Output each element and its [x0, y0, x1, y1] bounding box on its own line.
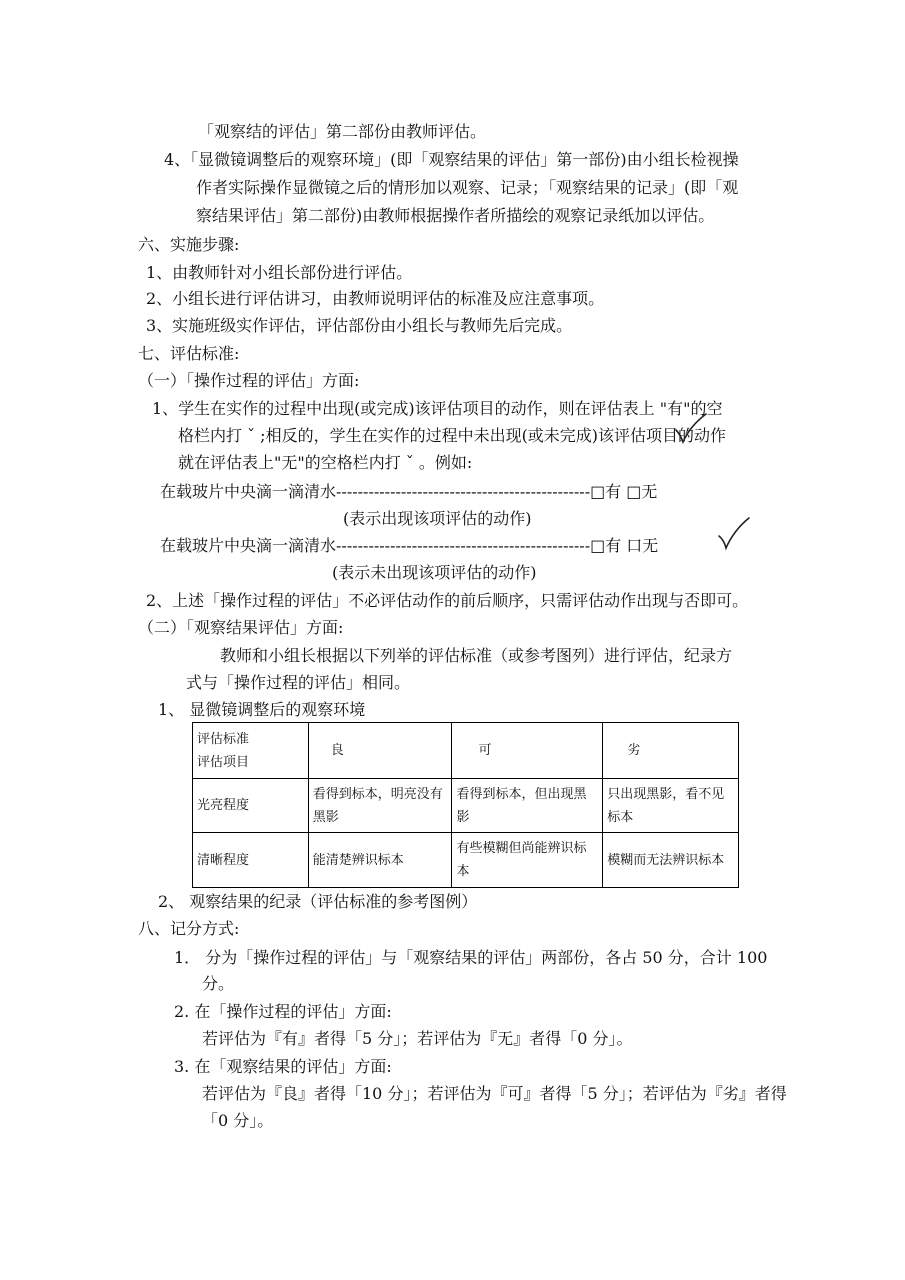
subsection-heading: （二）「观察结果评估」方面: [138, 618, 344, 637]
section-heading: 七、评估标准: [138, 344, 240, 363]
evaluation-table [192, 722, 739, 888]
text-line: 式与「操作过程的评估」相同。 [186, 673, 411, 692]
table-cell: 只出现黑影，看不见标本 [603, 779, 739, 833]
text-line: 3、实施班级实作评估，评估部份由小组长与教师先后完成。 [146, 316, 573, 335]
text-line: 察结果评估」第二部份)由教师根据操作者所描绘的观察记录纸加以评估。 [196, 206, 715, 225]
text-line: 2、上述「操作过程的评估」不必评估动作的前后顺序，只需评估动作出现与否即可。 [146, 591, 749, 610]
table-cell: 看得到标本，但出现黑影 [452, 779, 603, 833]
section-heading: 八、记分方式: [138, 919, 240, 938]
example-line: 在载玻片中央滴一滴清水-----------------------------------------------□有 口无 [160, 536, 659, 555]
handwritten-check-icon [716, 516, 752, 552]
example-caption: (表示未出现该项评估的动作) [332, 563, 537, 582]
text-line: 若评估为『良』者得「10 分」；若评估为『可』者得「5 分」；若评估为『劣』者得 [202, 1084, 787, 1103]
table-cell: 有些模糊但尚能辨识标本 [452, 833, 603, 888]
header-criteria-label: 评估标准 [197, 731, 250, 747]
example-caption: (表示出现该项评估的动作) [343, 509, 532, 528]
text-line: 「观察结的评估」第二部份由教师评估。 [198, 122, 487, 141]
text-line: 就在评估表上"无"的空格栏内打 ˇ 。例如: [178, 453, 473, 472]
text-line: 1、学生在实作的过程中出现(或完成)该评估项目的动作，则在评估表上 "有"的空 [152, 399, 723, 418]
row-label: 清晰程度 [193, 833, 309, 888]
table-cell: 模糊而无法辨识标本 [603, 833, 739, 888]
row-label: 光亮程度 [193, 779, 309, 833]
table-row [193, 833, 739, 888]
text-line: 2、 观察结果的纪录（评估标准的参考图例） [158, 892, 478, 911]
text-line: 1、由教师针对小组长部份进行评估。 [146, 263, 413, 282]
text-line: 格栏内打 ˇ ;相反的，学生在实作的过程中未出现(或未完成)该评估项目的动作 [178, 426, 727, 445]
text-line: 作者实际操作显微镜之后的情形加以观察、记录；「观察结果的记录」(即「观 [196, 178, 739, 197]
text-line: 4、「显微镜调整后的观察环境」(即「观察结果的评估」第一部份)由小组长检视操 [164, 150, 739, 169]
text-line: 2、小组长进行评估讲习，由教师说明评估的标准及应注意事项。 [146, 289, 605, 308]
table-cell: 能清楚辨识标本 [308, 833, 452, 888]
text-line: 分。 [202, 974, 235, 993]
text-line: 教师和小组长根据以下列举的评估标准（或参考图列）进行评估，纪录方 [220, 646, 733, 665]
example-line: 在载玻片中央滴一滴清水-----------------------------------------------□有 □无 [160, 482, 658, 501]
text-line: 1． 分为「操作过程的评估」与「观察结果的评估」两部份，各占 50 分，合计 100 [174, 948, 768, 967]
table-row [193, 779, 739, 833]
section-heading: 六、实施步骤: [138, 235, 240, 254]
text-line: 3. 在「观察结果的评估」方面: [174, 1057, 392, 1076]
handwritten-check-icon [670, 412, 710, 448]
column-header-poor: 劣 [603, 723, 739, 779]
column-header-fair: 可 [452, 723, 603, 779]
table-caption: 1、 显微镜调整后的观察环境 [158, 700, 366, 719]
text-line: 若评估为『有』者得「5 分」；若评估为『无』者得「0 分」。 [202, 1029, 633, 1048]
subsection-heading: （一）「操作过程的评估」方面: [138, 371, 360, 390]
header-item-label: 评估项目 [197, 754, 250, 770]
column-header-good: 良 [308, 723, 452, 779]
table-cell: 看得到标本，明亮没有黑影 [308, 779, 452, 833]
table-corner-header [193, 723, 309, 779]
text-line: 「0 分」。 [202, 1111, 274, 1130]
text-line: 2. 在「操作过程的评估」方面: [174, 1002, 392, 1021]
